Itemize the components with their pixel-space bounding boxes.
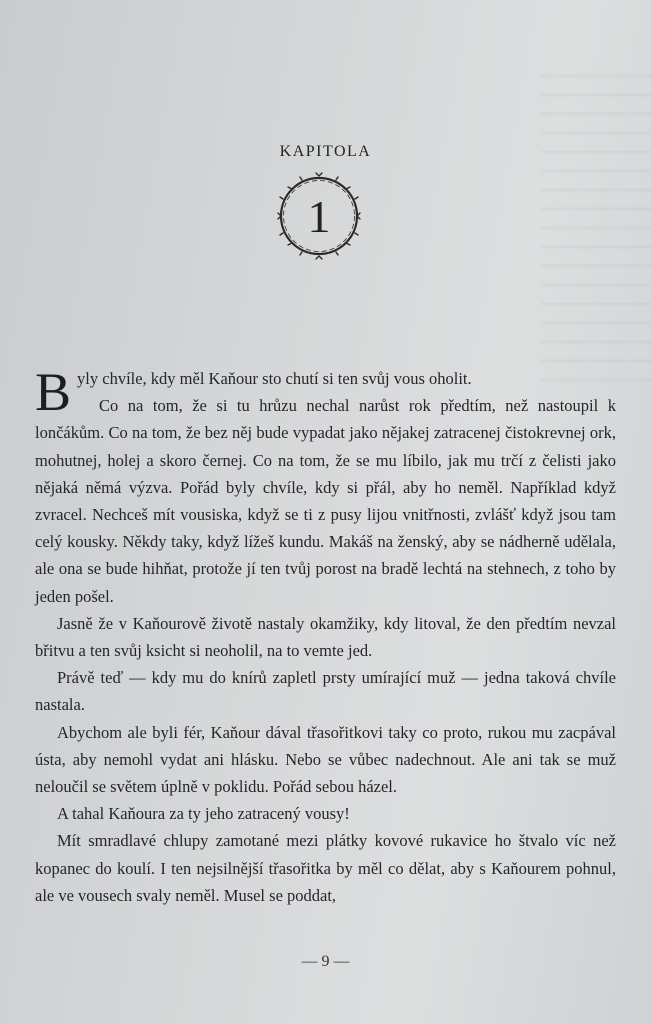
paragraph: Mít smradlavé chlupy zamotané mezi plátky kovové rukavice ho štvalo víc než kopanec do koulí. I ten nejsilnější třasořitka by měl co dělat, aby s Kaňourem pohnul, ale ve vousech svaly neměl. Musel se poddat, xyxy=(35,831,616,905)
chapter-label: KAPITOLA xyxy=(279,143,372,160)
body-text xyxy=(35,362,616,909)
paragraph: Abychom ale byli fér, Kaňour dával třasořitkovi taky co proto, rukou mu zacpával ústa, aby nemohl vydat ani hlásku. Nebo se vůbec nadechnout. Ale ani tak se muž neloučil se světem úplně v poklidu. Pořád sebou házel. xyxy=(35,722,616,797)
paragraph: Co na tom, že si tu hrůzu nechal narůst rok předtím, než nastoupil k lončákům. Co na tom, že bez něj bude vypadat jako nějakej zatracenej čistokrevnej ork, mohutnej, holej a skoro černej. Co na tom, že se mu líbilo, jak mu trčí z čelisti jako nějaká němá výzva. Pořád byly chvíle, kdy si přál, aby ho neměl. Například když zvracel. Nechceš mít vousiska, když se ti z pusy lijou vnitřnosti, zvlášť když jsou tam celý kousky. Někdy taky, když lížeš kundu. Makáš na ženský, aby se nádherně udělala, ale ona se bude hihňat, protože jí ten tvůj porost na bradě lechtá na stehnech, z toho by jeden pošel. xyxy=(35,396,616,606)
chapter-number: 1 xyxy=(307,190,331,242)
drop-cap: B xyxy=(35,362,72,422)
paragraph: Právě teď — kdy mu do knírů zapletl prsty umírající muž — jedna taková chvíle nastala. xyxy=(35,668,616,715)
chapter-ornament xyxy=(273,170,365,262)
paragraph: A tahal Kaňoura za ty jeho zatracený vousy! xyxy=(57,804,350,824)
page-number: — 9 — xyxy=(301,953,350,970)
show-through-text xyxy=(541,60,651,390)
paragraph: Byly chvíle, kdy měl Kaňour sto chutí si ten svůj vous oholit. xyxy=(35,362,472,422)
paragraph: Jasně že v Kaňourově životě nastaly okamžiky, kdy litoval, že den předtím nevzal břitvu a ten svůj ksicht si neoholil, na to vemte jed. xyxy=(35,613,616,661)
